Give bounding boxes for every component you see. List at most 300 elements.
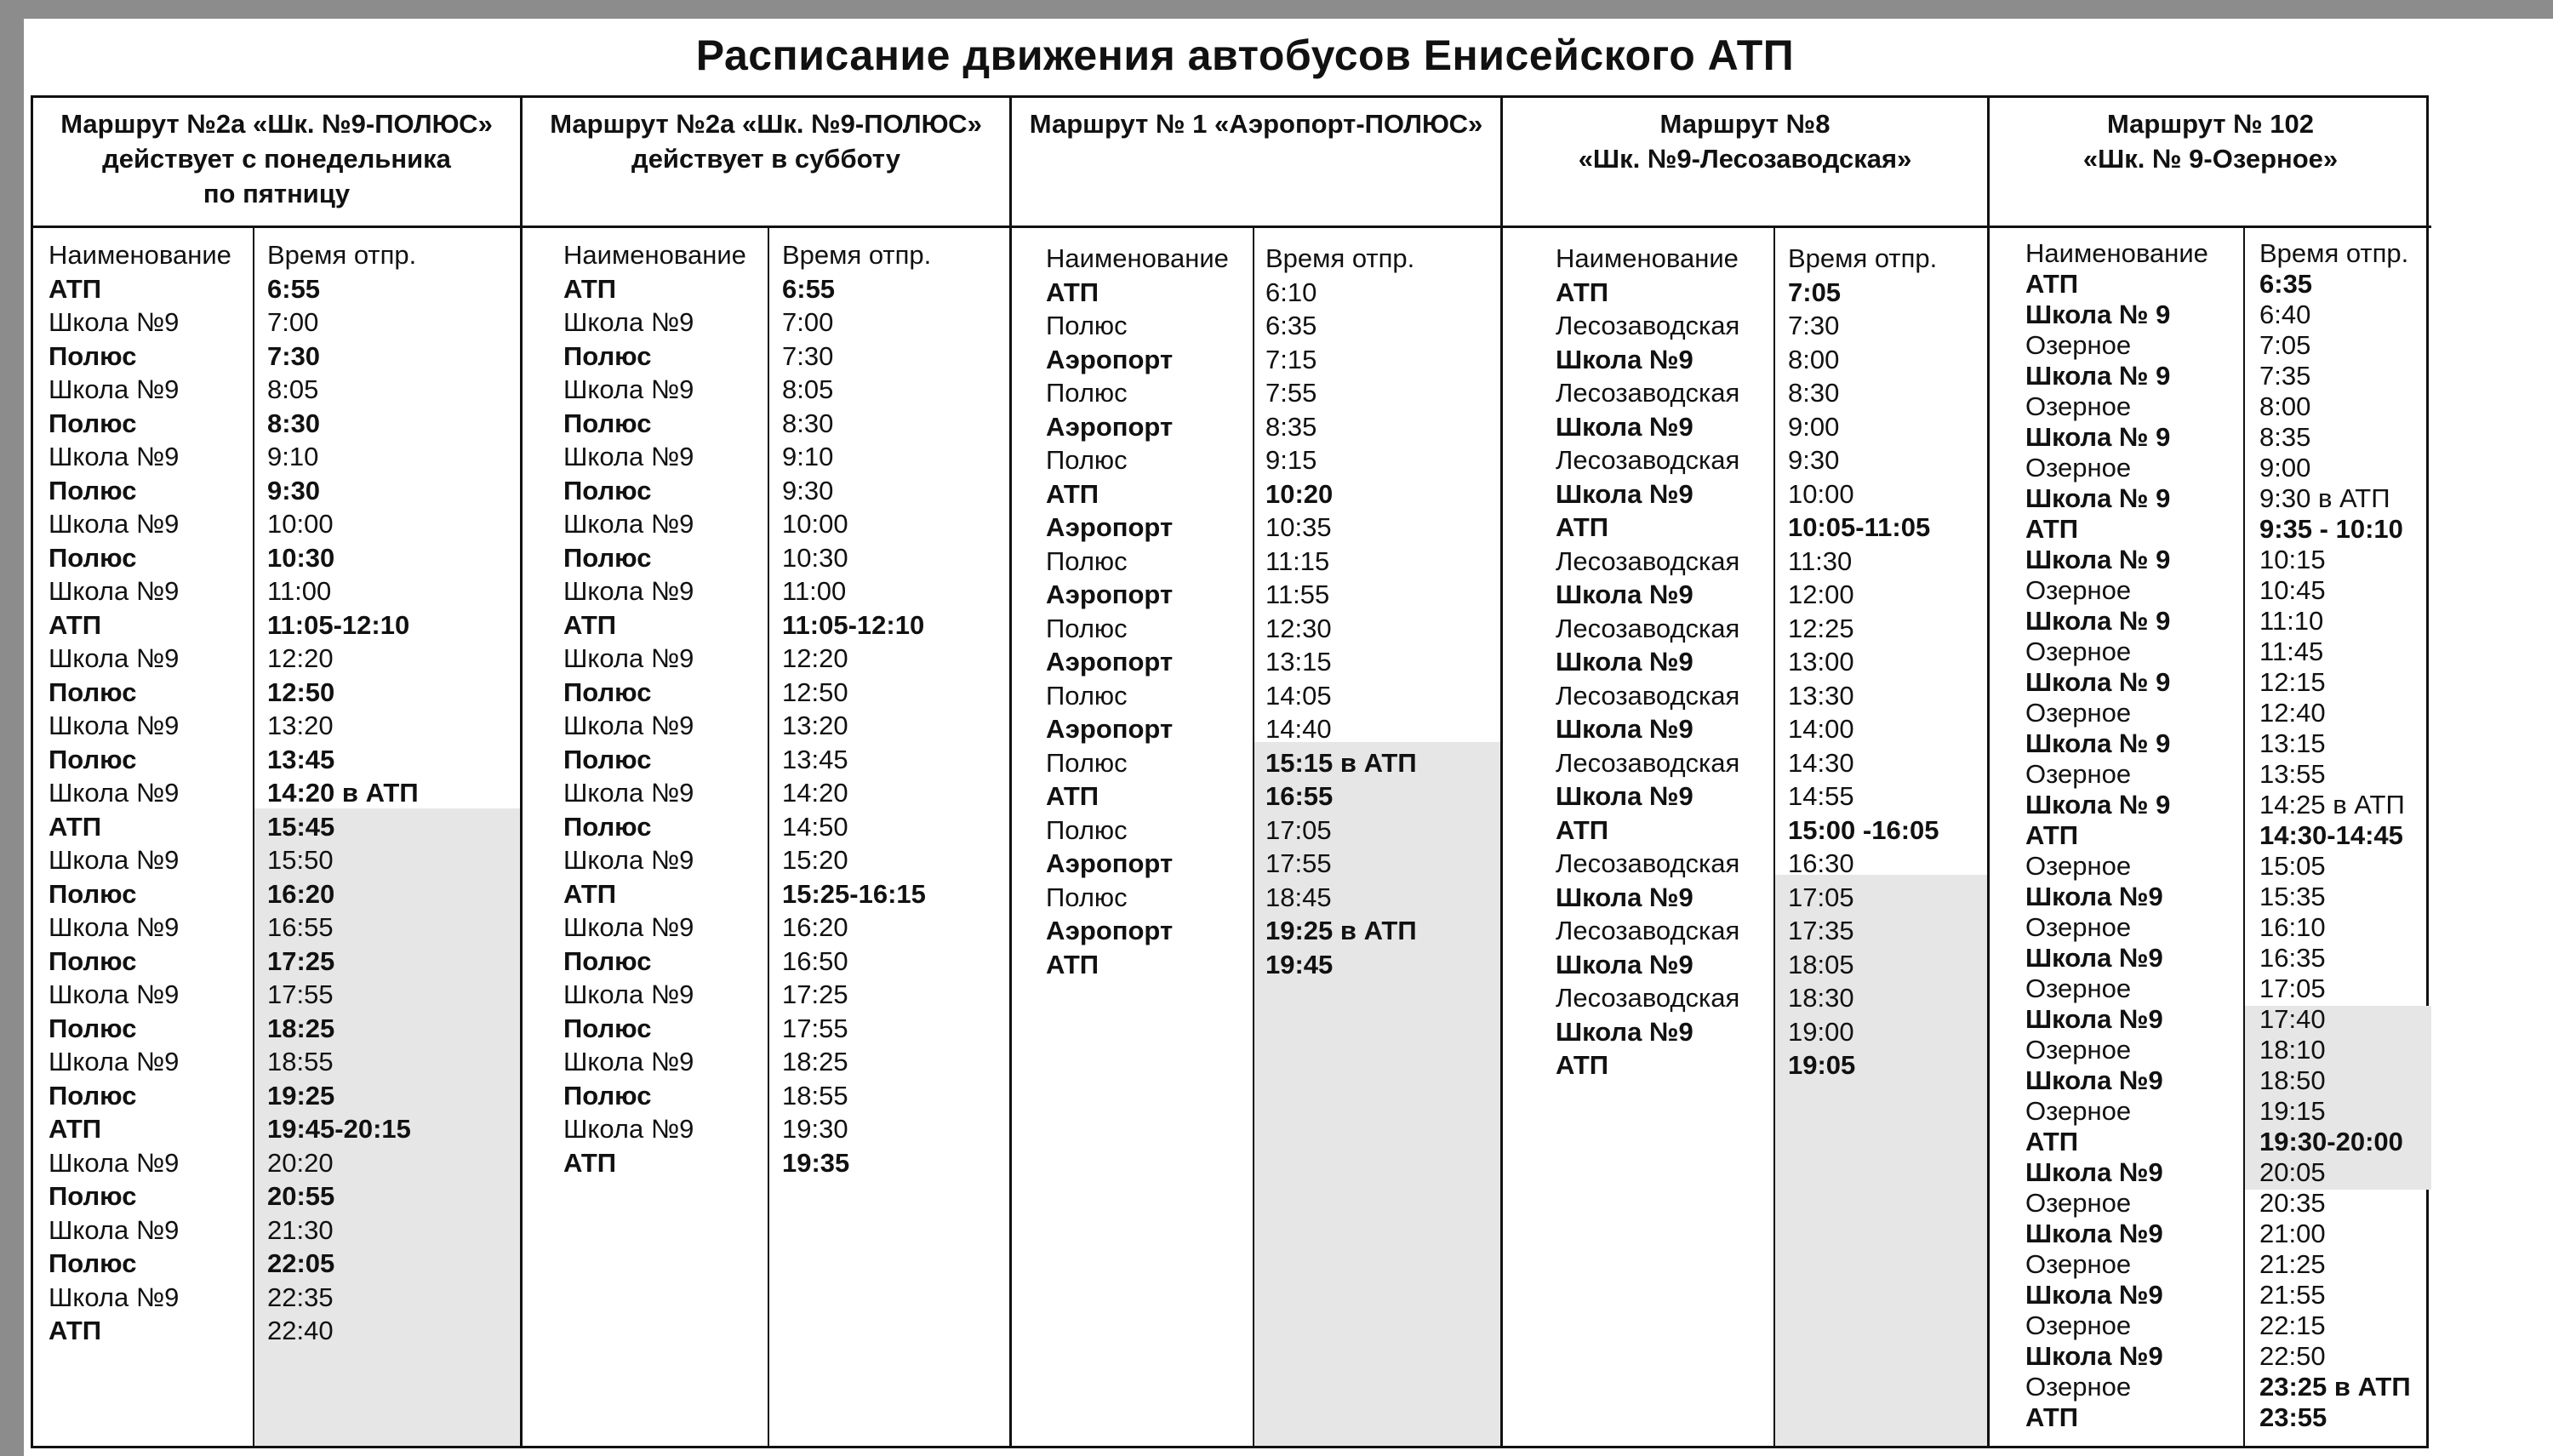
route-body xyxy=(1012,228,1500,1446)
departure-time: 16:30 xyxy=(1788,848,1854,878)
stop-name: Лесозаводская xyxy=(1556,916,1740,945)
stop-name: Полюс xyxy=(49,475,137,505)
stop-name: Школа №9 xyxy=(2025,943,2163,973)
schedule-row xyxy=(33,574,520,608)
schedule-row xyxy=(33,1012,520,1046)
schedule-row xyxy=(1503,276,1987,310)
schedule-row xyxy=(1503,814,1987,848)
schedule-row xyxy=(523,541,1009,575)
schedule-row xyxy=(1503,545,1987,579)
schedule-row xyxy=(1012,309,1500,343)
route-header-line: «Шк. №9-Лесозаводская» xyxy=(1578,144,1912,174)
name-column-label: Наименование xyxy=(2025,238,2208,268)
schedule-row xyxy=(1503,881,1987,915)
stop-name: АТП xyxy=(2025,1402,2079,1432)
departure-time: 7:00 xyxy=(782,307,834,337)
schedule-row xyxy=(33,877,520,911)
stop-name: АТП xyxy=(49,609,102,640)
schedule-row xyxy=(1012,948,1500,982)
departure-time: 15:00 -16:05 xyxy=(1788,814,1939,845)
stop-name: Полюс xyxy=(1046,613,1128,643)
schedule-row xyxy=(33,709,520,743)
departure-time: 6:35 xyxy=(2259,269,2313,299)
stop-name: Школа №9 xyxy=(2025,1219,2163,1248)
schedule-row xyxy=(523,1146,1009,1180)
stop-name: Школа №9 xyxy=(49,1282,180,1312)
stop-name: Озерное xyxy=(2025,453,2132,482)
departure-time: 10:30 xyxy=(267,542,335,573)
stop-name: Школа №9 xyxy=(1556,882,1693,912)
departure-time: 20:20 xyxy=(267,1147,334,1178)
stop-name: АТП xyxy=(49,1316,102,1345)
departure-time: 22:05 xyxy=(267,1248,335,1278)
departure-time: 13:45 xyxy=(267,744,335,774)
route-header xyxy=(1503,98,1987,228)
stop-name: АТП xyxy=(49,1114,102,1144)
departure-time: 9:30 xyxy=(782,475,834,505)
departure-time: 15:35 xyxy=(2259,882,2326,911)
schedule-row xyxy=(523,1012,1009,1046)
stop-name: Школа № 9 xyxy=(2025,667,2171,697)
schedule-row xyxy=(523,877,1009,911)
stop-name: Школа №9 xyxy=(2025,882,2163,911)
stop-name: АТП xyxy=(1046,277,1099,307)
schedule-row xyxy=(33,340,520,374)
schedule-row xyxy=(1503,914,1987,948)
route-column-5 xyxy=(1990,98,2431,1446)
departure-time: 15:05 xyxy=(2259,851,2326,881)
stop-name: Озерное xyxy=(2025,330,2132,360)
schedule-row xyxy=(1012,511,1500,545)
departure-time: 18:55 xyxy=(267,1047,334,1076)
schedule-row xyxy=(523,305,1009,340)
route-header-line: действует в субботу xyxy=(631,144,900,174)
schedule-row xyxy=(523,776,1009,810)
schedule-row xyxy=(1990,422,2431,453)
departure-time: 8:05 xyxy=(267,374,319,404)
departure-time: 8:05 xyxy=(782,374,834,404)
schedule-row xyxy=(1012,645,1500,679)
name-column-label: Наименование xyxy=(563,240,746,270)
stop-name: Аэропорт xyxy=(1046,580,1174,609)
route-body xyxy=(1990,228,2431,1446)
stop-name: Школа №9 xyxy=(1556,1016,1693,1047)
schedule-row xyxy=(33,1179,520,1213)
departure-time: 6:10 xyxy=(1265,277,1317,307)
schedule-row xyxy=(1503,645,1987,679)
schedule-row xyxy=(523,373,1009,407)
stop-list xyxy=(1990,238,2431,1433)
departure-time: 10:00 xyxy=(1788,478,1854,509)
departure-time: 20:05 xyxy=(2259,1157,2326,1187)
departure-time: 10:20 xyxy=(1265,478,1334,509)
schedule-row xyxy=(1012,477,1500,511)
schedule-row xyxy=(523,440,1009,474)
column-labels xyxy=(1990,238,2431,269)
departure-time: 13:20 xyxy=(782,711,848,740)
schedule-row xyxy=(33,440,520,474)
stop-name: Школа №9 xyxy=(49,374,180,404)
schedule-row xyxy=(1503,612,1987,646)
departure-time: 6:35 xyxy=(1265,311,1317,340)
schedule-row xyxy=(1990,514,2431,545)
stop-name: Школа №9 xyxy=(2025,1065,2163,1095)
stop-name: Полюс xyxy=(49,744,137,774)
schedule-row xyxy=(523,340,1009,374)
stop-name: Лесозаводская xyxy=(1556,545,1740,576)
schedule-row xyxy=(1990,1065,2431,1096)
stop-name: АТП xyxy=(1556,277,1609,307)
stop-name: Полюс xyxy=(49,1080,137,1111)
stop-name: Полюс xyxy=(563,811,652,842)
departure-time: 10:05-11:05 xyxy=(1788,512,1931,542)
departure-time: 13:30 xyxy=(1788,680,1854,711)
schedule-row xyxy=(1012,746,1500,780)
departure-time: 14:55 xyxy=(1788,781,1854,811)
stop-name: АТП xyxy=(1556,814,1609,845)
schedule-row xyxy=(33,843,520,877)
stop-name: Полюс xyxy=(563,677,652,707)
departure-time: 12:15 xyxy=(2259,667,2326,697)
departure-time: 14:20 xyxy=(782,778,848,808)
stop-name: Полюс xyxy=(563,408,652,438)
schedule-row xyxy=(1990,545,2431,575)
departure-time: 9:00 xyxy=(1788,411,1840,442)
schedule-row xyxy=(1990,759,2431,790)
stop-name: Школа №9 xyxy=(49,307,180,337)
departure-time: 17:25 xyxy=(267,945,335,976)
stop-name: Школа №9 xyxy=(2025,1280,2163,1310)
departure-time: 11:05-12:10 xyxy=(267,609,410,640)
departure-time: 16:50 xyxy=(782,945,848,976)
departure-time: 12:40 xyxy=(2259,698,2326,728)
schedule-row xyxy=(1990,483,2431,514)
schedule-row xyxy=(1503,779,1987,814)
departure-time: 12:20 xyxy=(267,643,334,673)
schedule-row xyxy=(1503,410,1987,444)
departure-time: 13:45 xyxy=(782,744,848,774)
departure-time: 16:20 xyxy=(782,912,848,942)
stop-name: Школа №9 xyxy=(49,845,180,875)
schedule-row xyxy=(1503,443,1987,477)
departure-time: 7:30 xyxy=(267,340,321,371)
stop-name: Школа №9 xyxy=(1556,478,1693,509)
departure-time: 18:25 xyxy=(267,1013,335,1043)
stop-name: Школа № 9 xyxy=(2025,545,2171,574)
schedule-row xyxy=(33,1146,520,1180)
schedule-row xyxy=(1990,1219,2431,1249)
schedule-row xyxy=(1990,1127,2431,1157)
stop-name: Школа №9 xyxy=(563,912,694,942)
route-header-line: Маршрут №2а «Шк. №9-ПОЛЮС» xyxy=(550,109,982,139)
stop-name: Полюс xyxy=(1046,545,1128,576)
column-labels xyxy=(523,238,1009,272)
schedule-row xyxy=(523,810,1009,844)
departure-time: 8:35 xyxy=(2259,422,2311,452)
stop-name: Школа №9 xyxy=(1556,411,1693,442)
schedule-row xyxy=(523,642,1009,676)
stop-name: Школа №9 xyxy=(49,1047,180,1076)
schedule-row xyxy=(33,978,520,1012)
departure-time: 8:00 xyxy=(1788,344,1840,374)
stop-name: Полюс xyxy=(49,1013,137,1043)
stop-name: Школа №9 xyxy=(1556,714,1693,744)
departure-time: 19:15 xyxy=(2259,1096,2326,1126)
schedule-row xyxy=(1990,1402,2431,1433)
stop-name: АТП xyxy=(2025,1127,2079,1156)
schedule-row xyxy=(1990,790,2431,820)
schedule-row xyxy=(1012,578,1500,612)
stop-name: Лесозаводская xyxy=(1556,378,1740,408)
schedule-row xyxy=(33,407,520,441)
schedule-row xyxy=(1990,698,2431,728)
stop-name: Аэропорт xyxy=(1046,714,1174,744)
departure-time: 10:15 xyxy=(2259,545,2326,574)
stop-name: Школа №9 xyxy=(2025,1157,2163,1187)
departure-time: 12:50 xyxy=(267,677,335,707)
stop-name: Школа №9 xyxy=(49,1147,180,1178)
stop-name: Озерное xyxy=(2025,1188,2132,1218)
schedule-row xyxy=(33,474,520,508)
schedule-row xyxy=(1990,667,2431,698)
stop-name: АТП xyxy=(1046,781,1099,811)
departure-time: 14:40 xyxy=(1265,714,1332,744)
stop-name: Школа №9 xyxy=(49,979,180,1009)
departure-time: 12:20 xyxy=(782,643,848,673)
stop-name: Школа №9 xyxy=(563,442,694,471)
departure-time: 19:25 в АТП xyxy=(1265,916,1417,945)
departure-time: 22:50 xyxy=(2259,1341,2326,1371)
schedule-row xyxy=(1503,1048,1987,1082)
schedule-row xyxy=(1990,943,2431,974)
stop-name: Лесозаводская xyxy=(1556,983,1740,1013)
departure-time: 14:05 xyxy=(1265,680,1332,711)
stop-name: Аэропорт xyxy=(1046,916,1174,945)
route-column-3 xyxy=(1012,98,1503,1446)
departure-time: 7:30 xyxy=(782,340,834,371)
schedule-row xyxy=(1990,1249,2431,1280)
stop-name: Полюс xyxy=(1046,882,1128,912)
route-header xyxy=(1012,98,1500,228)
schedule-row xyxy=(523,743,1009,777)
departure-time: 22:35 xyxy=(267,1282,334,1312)
schedule-row xyxy=(523,709,1009,743)
stop-name: Школа №9 xyxy=(563,1047,694,1076)
schedule-sheet xyxy=(24,19,2553,1456)
departure-time: 11:10 xyxy=(2259,606,2324,636)
schedule-row xyxy=(1012,276,1500,310)
departure-time: 19:00 xyxy=(1788,1016,1854,1047)
schedule-row xyxy=(1503,477,1987,511)
schedule-row xyxy=(1012,847,1500,881)
route-header-line: Маршрут №2а «Шк. №9-ПОЛЮС» xyxy=(60,109,493,139)
departure-time: 7:15 xyxy=(1265,344,1317,374)
schedule-row xyxy=(1012,679,1500,713)
departure-time: 16:20 xyxy=(267,878,335,909)
time-column-label: Время отпр. xyxy=(267,240,417,270)
stop-name: АТП xyxy=(1556,1050,1609,1080)
stop-name: Озерное xyxy=(2025,637,2132,666)
schedule-row xyxy=(1990,453,2431,483)
stop-list xyxy=(523,238,1009,1179)
departure-time: 9:10 xyxy=(782,442,834,471)
schedule-row xyxy=(1990,330,2431,361)
schedule-row xyxy=(523,911,1009,945)
departure-time: 12:00 xyxy=(1788,580,1854,609)
departure-time: 9:00 xyxy=(2259,453,2311,482)
departure-time: 15:50 xyxy=(267,845,334,875)
schedule-row xyxy=(523,978,1009,1012)
stop-name: Школа №9 xyxy=(1556,344,1693,374)
stop-name: Школа №9 xyxy=(1556,580,1693,609)
route-body xyxy=(1503,228,1987,1446)
departure-time: 8:30 xyxy=(267,408,321,438)
schedule-row xyxy=(33,1314,520,1348)
stop-name: Школа №9 xyxy=(563,643,694,673)
departure-time: 17:55 xyxy=(1265,848,1332,878)
route-body xyxy=(523,228,1009,1446)
departure-time: 12:25 xyxy=(1788,613,1854,643)
route-header-line: по пятницу xyxy=(203,179,351,208)
stop-name: АТП xyxy=(2025,514,2079,544)
departure-time: 14:30-14:45 xyxy=(2259,820,2403,850)
name-column-label: Наименование xyxy=(1556,243,1739,273)
departure-time: 18:55 xyxy=(782,1080,848,1111)
schedule-row xyxy=(33,373,520,407)
departure-time: 16:10 xyxy=(2259,912,2326,942)
schedule-row xyxy=(523,1079,1009,1113)
stop-name: Полюс xyxy=(563,475,652,505)
schedule-row xyxy=(1503,679,1987,713)
departure-time: 20:55 xyxy=(267,1181,335,1211)
schedule-row xyxy=(523,608,1009,642)
stop-name: Озерное xyxy=(2025,575,2132,605)
schedule-row xyxy=(1990,1188,2431,1219)
stop-name: Полюс xyxy=(49,677,137,707)
schedule-row xyxy=(523,843,1009,877)
schedule-row xyxy=(523,676,1009,710)
time-column-label: Время отпр. xyxy=(1788,243,1938,273)
stop-name: Школа №9 xyxy=(1556,781,1693,811)
stop-name: Школа №9 xyxy=(563,979,694,1009)
stop-name: Озерное xyxy=(2025,851,2132,881)
departure-time: 10:00 xyxy=(267,509,334,539)
departure-time: 7:00 xyxy=(267,307,319,337)
stop-name: Полюс xyxy=(563,1013,652,1043)
stop-name: АТП xyxy=(2025,820,2079,850)
stop-name: Школа №9 xyxy=(563,711,694,740)
stop-name: Озерное xyxy=(2025,974,2132,1003)
schedule-row xyxy=(523,474,1009,508)
departure-time: 7:30 xyxy=(1788,311,1840,340)
departure-time: 23:55 xyxy=(2259,1402,2327,1432)
route-column-1 xyxy=(33,98,523,1446)
stop-name: Полюс xyxy=(49,1181,137,1211)
departure-time: 7:35 xyxy=(2259,361,2311,391)
departure-time: 14:50 xyxy=(782,811,848,842)
stop-name: Полюс xyxy=(563,542,652,573)
stop-name: Полюс xyxy=(49,408,137,438)
stop-name: АТП xyxy=(563,878,617,909)
schedule-row xyxy=(523,1112,1009,1146)
departure-time: 11:00 xyxy=(782,576,847,606)
stop-name: Школа №9 xyxy=(563,576,694,606)
stop-name: Школа №9 xyxy=(2025,1004,2163,1034)
schedule-row xyxy=(33,1213,520,1248)
page-title: Расписание движения автобусов Енисейского АТП xyxy=(695,31,1795,79)
route-header xyxy=(33,98,520,228)
schedule-row xyxy=(33,1079,520,1113)
stop-name: Школа №9 xyxy=(563,845,694,875)
departure-time: 19:30 xyxy=(782,1114,848,1144)
stop-name: Полюс xyxy=(563,340,652,371)
schedule-row xyxy=(33,507,520,541)
stop-name: Лесозаводская xyxy=(1556,747,1740,778)
column-labels xyxy=(33,238,520,272)
departure-time: 13:00 xyxy=(1788,647,1854,677)
schedule-row xyxy=(1990,1096,2431,1127)
schedule-row xyxy=(1990,912,2431,943)
route-header xyxy=(523,98,1009,228)
route-header-line: Маршрут № 1 «Аэропорт-ПОЛЮС» xyxy=(1029,109,1483,139)
stop-name: Полюс xyxy=(1046,378,1128,408)
stop-name: Озерное xyxy=(2025,1249,2132,1279)
stop-name: Полюс xyxy=(563,1080,652,1111)
stop-name: Озерное xyxy=(2025,912,2132,942)
stop-name: Полюс xyxy=(49,542,137,573)
stop-name: АТП xyxy=(1046,949,1099,979)
departure-time: 16:35 xyxy=(2259,943,2326,973)
schedule-row xyxy=(1990,1310,2431,1341)
departure-time: 9:15 xyxy=(1265,445,1317,475)
schedule-row xyxy=(33,810,520,844)
departure-time: 22:40 xyxy=(267,1316,334,1345)
schedule-row xyxy=(523,407,1009,441)
departure-time: 19:45 xyxy=(1265,949,1334,979)
schedule-row xyxy=(1990,1372,2431,1402)
stop-name: Школа №9 xyxy=(49,711,180,740)
stop-name: Школа №9 xyxy=(563,1114,694,1144)
schedule-row xyxy=(1990,1280,2431,1310)
route-column-2 xyxy=(523,98,1012,1446)
schedule-row xyxy=(1012,410,1500,444)
schedule-row xyxy=(523,945,1009,979)
stop-name: Полюс xyxy=(1046,445,1128,475)
schedule-row xyxy=(1990,361,2431,391)
stop-name: Полюс xyxy=(49,1248,137,1278)
departure-time: 10:30 xyxy=(782,542,848,573)
schedule-row xyxy=(1012,814,1500,848)
schedule-row xyxy=(1503,578,1987,612)
departure-time: 12:50 xyxy=(782,677,848,707)
stop-name: Полюс xyxy=(563,945,652,976)
schedule-row xyxy=(1012,712,1500,746)
time-column-label: Время отпр. xyxy=(2259,238,2409,268)
departure-time: 18:10 xyxy=(2259,1035,2326,1065)
stop-name: Озерное xyxy=(2025,1035,2132,1065)
schedule-row xyxy=(1012,443,1500,477)
departure-time: 15:20 xyxy=(782,845,848,875)
stop-name: Школа №9 xyxy=(49,778,180,808)
departure-time: 17:35 xyxy=(1788,916,1854,945)
stop-name: Полюс xyxy=(49,945,137,976)
departure-time: 13:15 xyxy=(1265,647,1332,677)
stop-name: Школа №9 xyxy=(1556,949,1693,979)
stop-name: Озерное xyxy=(2025,1372,2132,1402)
departure-time: 21:30 xyxy=(267,1214,334,1245)
departure-time: 9:30 xyxy=(1788,445,1840,475)
departure-time: 15:25-16:15 xyxy=(782,878,926,909)
